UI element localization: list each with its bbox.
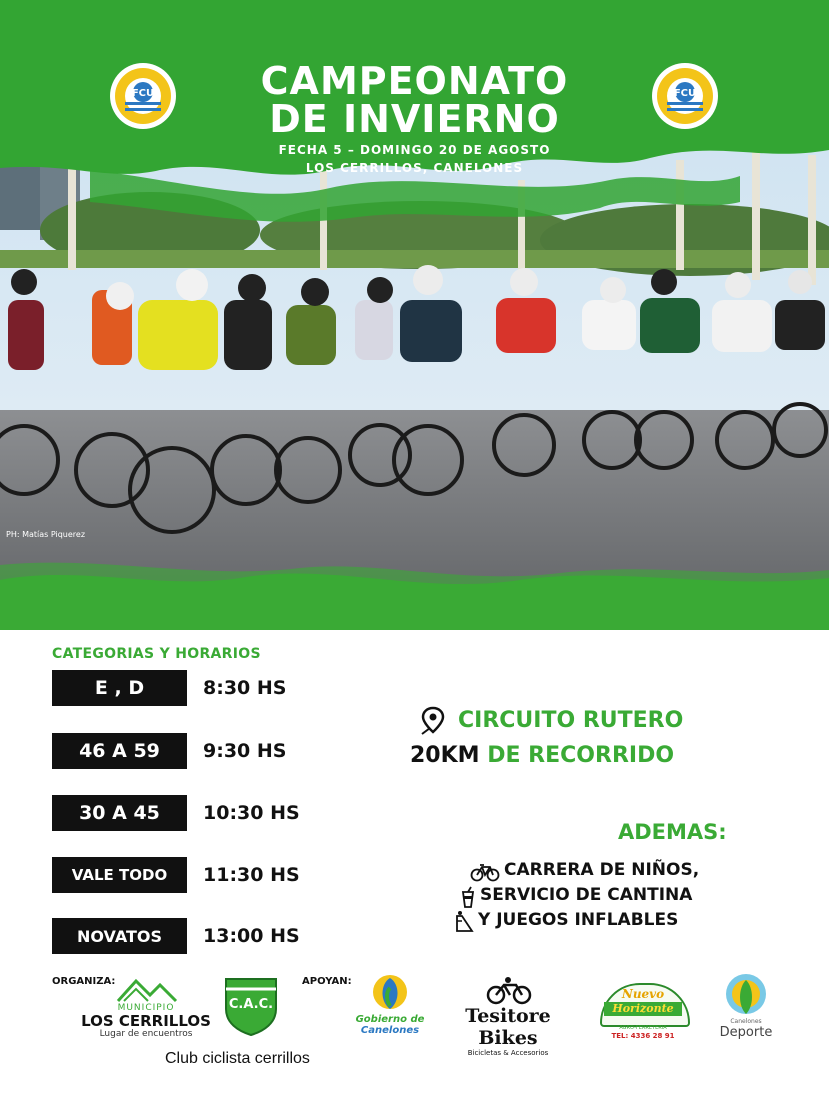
category-badge: E , D (52, 670, 187, 706)
nuevo-horizonte-logo (600, 975, 686, 1041)
municipio-logo (78, 975, 214, 1039)
category-time: 8:30 HS (203, 677, 287, 699)
title-line-1: CAMPEONATO (260, 59, 569, 103)
club-name: Club ciclista cerrillos (165, 1050, 310, 1067)
cac-text: C.A.C. (228, 997, 274, 1012)
nuevo-line-1: Nuevo (621, 987, 665, 1001)
extra-item: Y JUEGOS INFLABLES (478, 910, 679, 930)
slide-icon (454, 910, 474, 932)
circuit-type: CIRCUITO RUTERO (458, 708, 684, 733)
category-badge: 30 A 45 (52, 795, 187, 831)
event-subtitle (0, 141, 829, 177)
cac-logo (220, 975, 282, 1037)
peloton-photo (0, 110, 829, 630)
distance-label: DE RECORRIDO (487, 743, 675, 768)
category-badge: VALE TODO (52, 857, 187, 893)
tesitore-logo (438, 975, 578, 1057)
canelones-deporte-logo (714, 970, 778, 1044)
gobierno-line-2: Canelones (360, 1025, 420, 1036)
organiza-label: ORGANIZA: (52, 976, 116, 987)
extra-item: CARRERA DE NIÑOS, (504, 860, 700, 880)
category-time: 11:30 HS (203, 864, 300, 886)
schedule-title: CATEGORIAS Y HORARIOS (52, 646, 261, 662)
bicycle-icon (470, 862, 500, 882)
photo-credit: PH: Matías Piquerez (6, 530, 86, 539)
date-line: FECHA 5 – DOMINGO 20 DE AGOSTO (278, 143, 551, 157)
municipio-name: LOS CERRILLOS (81, 1012, 211, 1030)
extras-title: ADEMAS: (618, 820, 727, 844)
deporte-small: Canelones (730, 1018, 762, 1025)
location-line: LOS CERRILLOS, CANELONES (305, 161, 524, 175)
gobierno-line-1: Gobierno de (355, 1014, 425, 1025)
event-title (0, 59, 829, 141)
tesitore-sub: Bicicletas & Accesorios (467, 1049, 549, 1057)
category-badge: 46 A 59 (52, 733, 187, 769)
circuit-distance (410, 743, 674, 768)
route-pin-icon (420, 706, 446, 736)
drink-icon (460, 886, 476, 908)
apoyan-label: APOYAN: (302, 976, 352, 987)
gobierno-canelones-logo (354, 972, 426, 1042)
extra-item: SERVICIO DE CANTINA (480, 885, 693, 905)
nuevo-tel: TEL: 4336 28 91 (611, 1032, 675, 1040)
nuevo-sub: AGRO-FERRETERIA (619, 1025, 667, 1031)
distance-value: 20KM (410, 743, 480, 768)
nuevo-line-2: Horizonte (604, 1002, 682, 1016)
svg-text:FCU: FCU (131, 88, 155, 99)
category-time: 13:00 HS (203, 925, 300, 947)
tesitore-name: Tesitore Bikes (465, 1005, 551, 1049)
category-badge: NOVATOS (52, 918, 187, 954)
title-line-2: DE INVIERNO (269, 97, 560, 141)
category-time: 9:30 HS (203, 740, 287, 762)
deporte-name: Deporte (719, 1025, 773, 1040)
svg-text:FCU: FCU (673, 88, 697, 99)
municipio-tagline: Lugar de encuentros (99, 1029, 193, 1039)
category-time: 10:30 HS (203, 802, 300, 824)
municipio-small: MUNICIPIO (117, 1003, 175, 1013)
